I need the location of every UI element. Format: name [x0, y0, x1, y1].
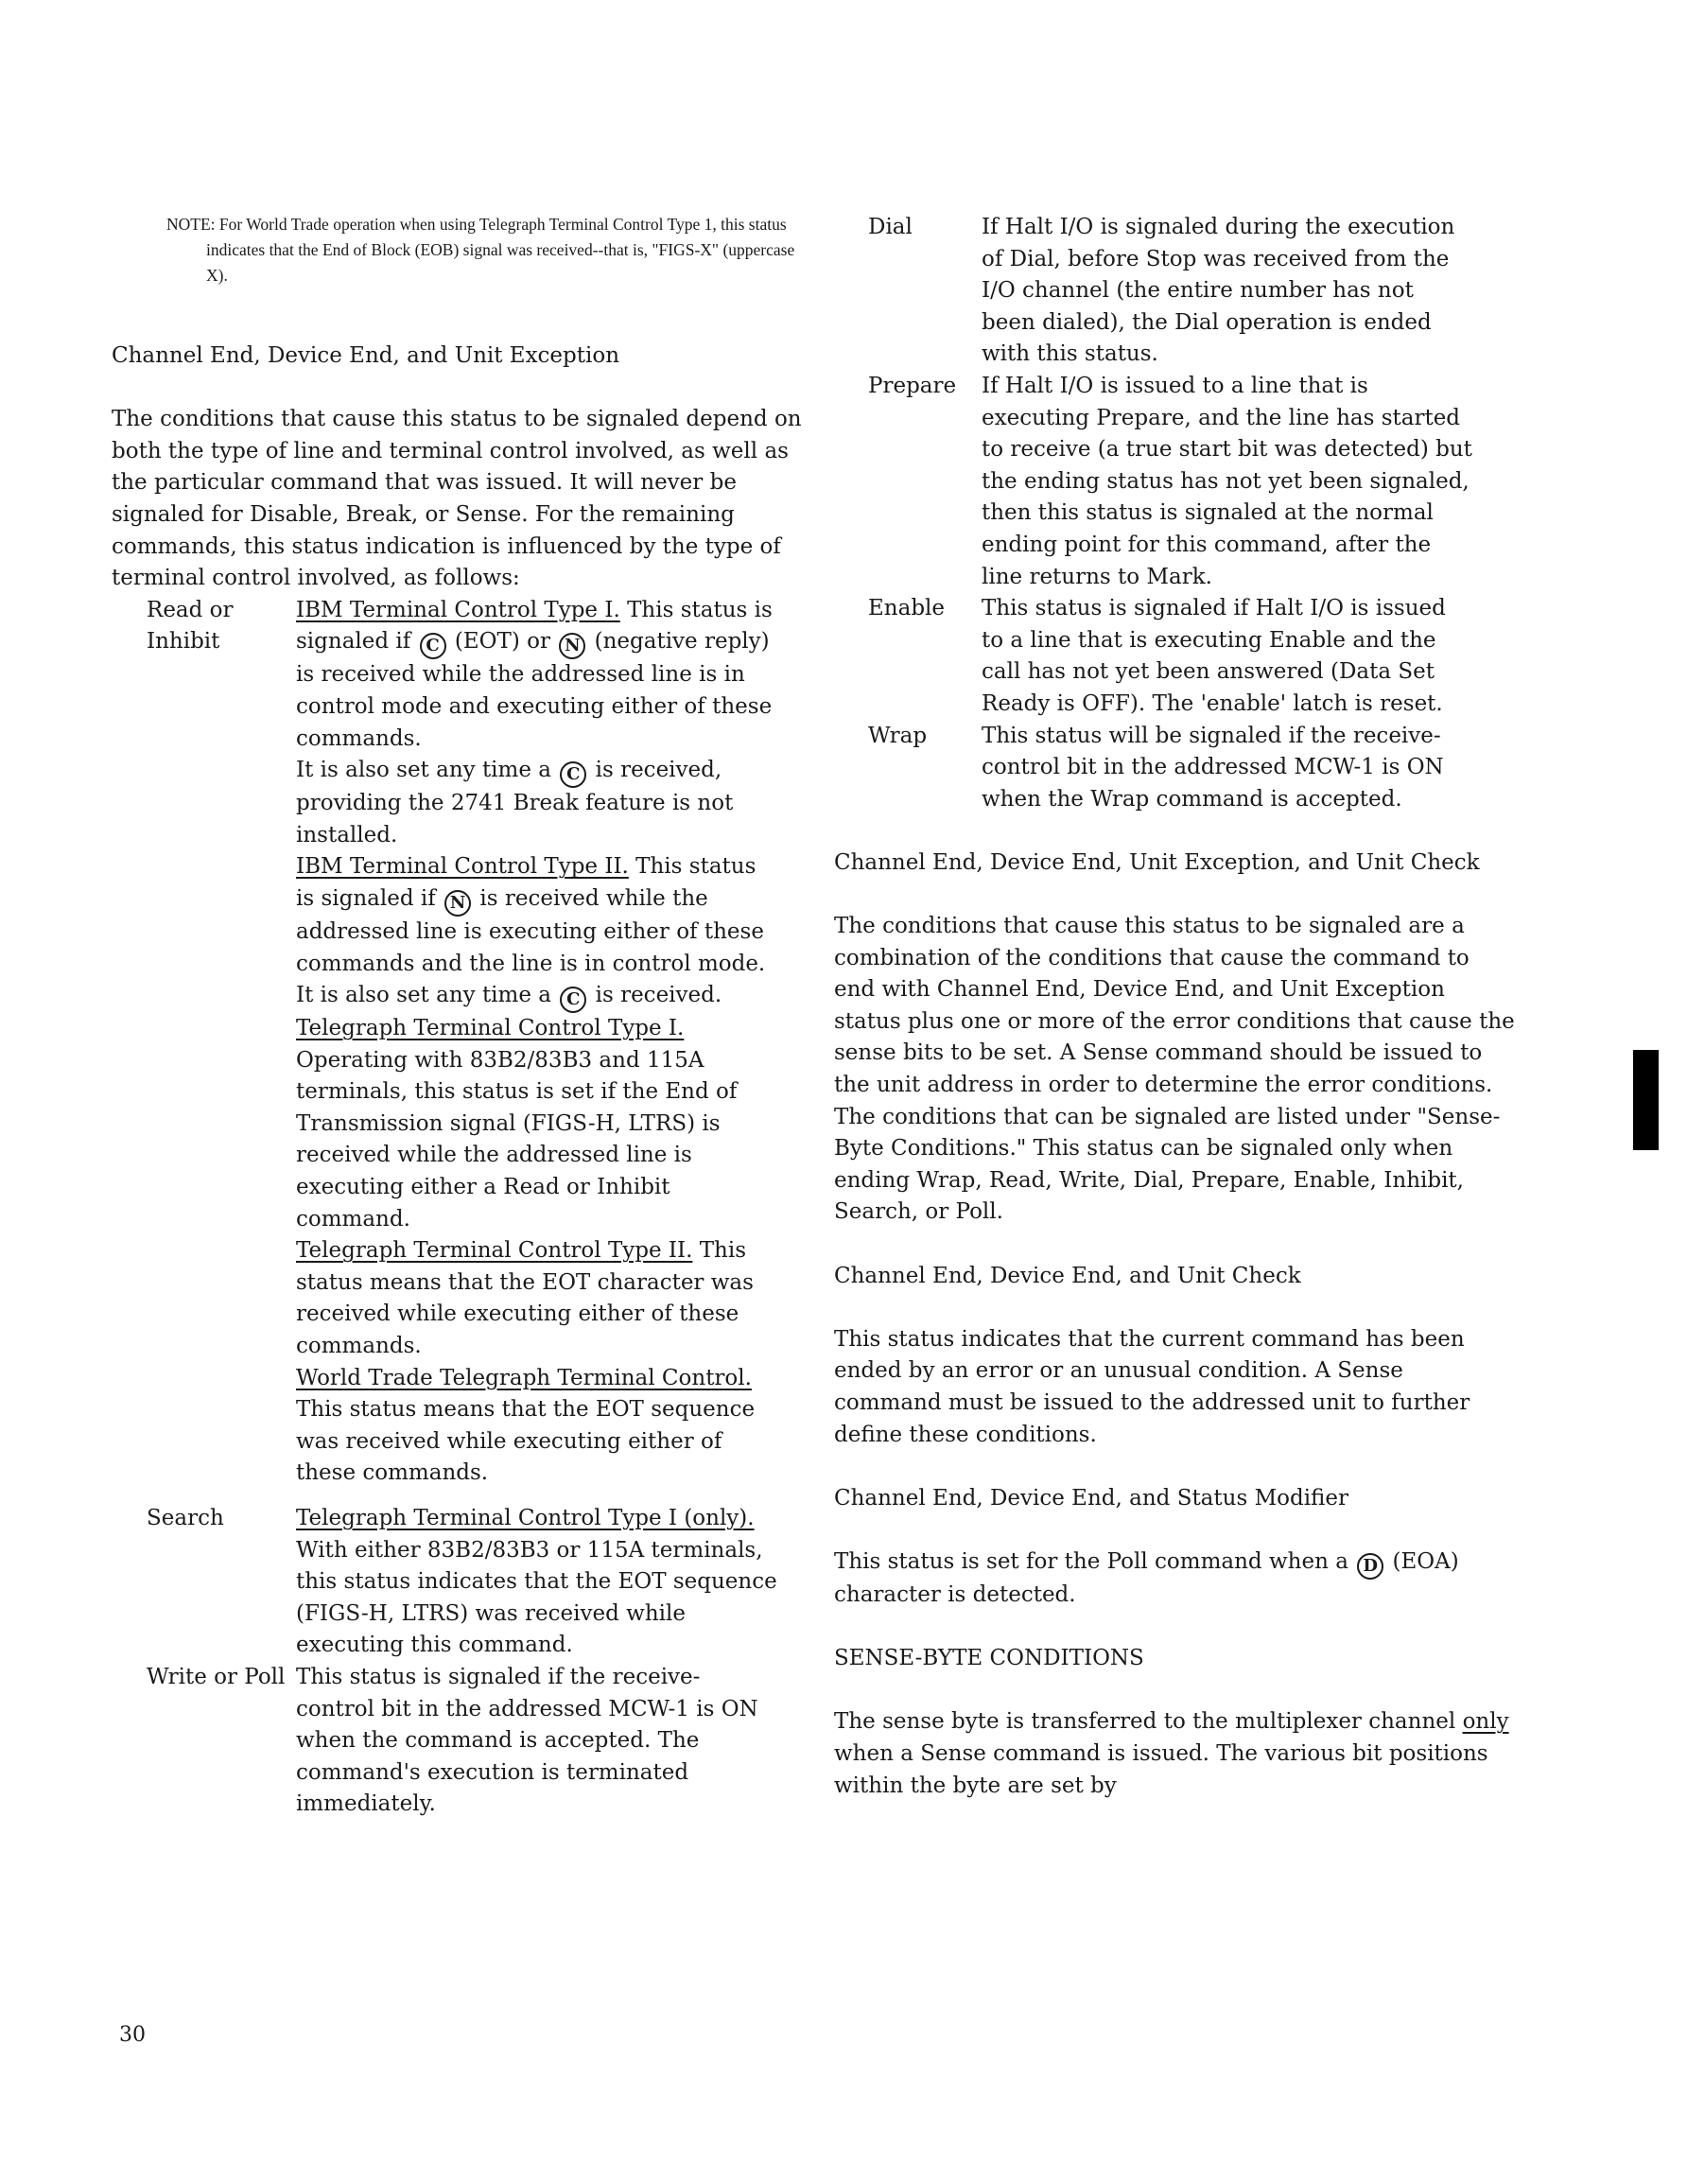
section-paragraph-sense-byte: The sense byte is transferred to the multiplexer channel only when a Sense command is issued. The various bit positions within the byte are set by: [834, 1709, 1509, 1798]
emphasis-only: only: [1462, 1709, 1509, 1735]
circled-n-symbol-icon: N: [559, 633, 585, 659]
term-enable: Enable: [868, 596, 946, 621]
section-heading-ce-de-sm: Channel End, Device End, and Status Modifier: [834, 1485, 1348, 1511]
left-column: [112, 341, 811, 1821]
circled-d-symbol-icon: D: [1357, 1553, 1383, 1580]
entry-title: Telegraph Terminal Control Type II.: [296, 1238, 693, 1264]
term-dial: Dial: [868, 215, 913, 239]
section-paragraph-ce-de-ue: The conditions that cause this status to be signaled depend on both the type of line and terminal control involved, as well as the particular command that was issued. It will never be signaled for Disable, Break, or Sense. For the remaining commands, this status indication is influenced by the type of terminal control involved, as follows:: [112, 407, 802, 591]
section-paragraph-ce-de-sm: This status is set for the Poll command when a D (EOA) character is detected.: [834, 1548, 1459, 1607]
definition-prepare: Prepare If Halt I/O is issued to a line that is executing Prepare, and the line has started to receive (a true start bit was detected) but the ending status has not yet been signaled, then this status is signaled at the normal ending point for this command, after the line returns to Mark.: [834, 371, 1515, 593]
circled-c-symbol-icon: C: [560, 761, 586, 788]
revision-change-bar: [1633, 1050, 1659, 1150]
entry-title: IBM Terminal Control Type I.: [296, 597, 620, 622]
definition-enable: Enable This status is signaled if Halt I/O is issued to a line that is executing Enable and the call has not yet been answered (Data Set Ready is OFF). The 'enable' latch is reset.: [834, 593, 1515, 720]
term-write-or-poll: Write or Poll: [147, 1664, 286, 1689]
section-heading-ce-de-uc: Channel End, Device End, and Unit Check: [834, 1263, 1301, 1288]
entry-title: IBM Terminal Control Type II.: [296, 854, 629, 880]
term-wrap: Wrap: [868, 723, 928, 748]
circled-n-symbol-icon: N: [444, 890, 471, 917]
section-paragraph-ce-de-uc: This status indicates that the current command has been ended by an error or an unusual condition. A Sense command must be issued to the addressed unit to further define these conditions.: [834, 1326, 1470, 1447]
halt-io-definition-list: [834, 212, 1515, 815]
entry-telegraph-tc-type-1: Telegraph Terminal Control Type I. Operating with 83B2/83B3 and 115A terminals, this status is set if the End of Transmission signal (FIGS-H, LTRS) is received while the addressed line is executing either a Read or Inhibit command.: [296, 1016, 738, 1232]
term-read-or-inhibit: Read or Inhibit: [147, 597, 234, 655]
section-heading-ce-de-ue-uc: Channel End, Device End, Unit Exception, and Unit Check: [834, 849, 1480, 875]
definition-wrap: Wrap This status will be signaled if the receive-control bit in the addressed MCW-1 is ON when the Wrap command is accepted.: [834, 721, 1515, 816]
entry-ibm-tc-type-1: IBM Terminal Control Type I. This status is signaled if C (EOT) or N (negative reply) is received while the addressed line is in control mode and executing either of these commands. It is also set any time a C is received, providing the 2741 Break feature is not installed.: [296, 597, 773, 847]
definition-search: Search Telegraph Terminal Control Type I (only). With either 83B2/83B3 or 115A terminals, this status indicates that the EOT sequence (FIGS-H, LTRS) was received while executing this command.: [112, 1503, 811, 1662]
section-heading-sense-byte-conditions: SENSE-BYTE CONDITIONS: [834, 1646, 1144, 1671]
definition-dial: Dial If Halt I/O is signaled during the execution of Dial, before Stop was received from the I/O channel (the entire number has not been dialed), the Dial operation is ended with this status.: [834, 212, 1515, 371]
circled-c-symbol-icon: C: [560, 987, 586, 1013]
world-trade-note: NOTE: For World Trade operation when using Telegraph Terminal Control Type 1, this status indicates that the End of Block (EOB) signal was received--that is, "FIGS-X" (uppercase X).: [166, 215, 795, 285]
entry-telegraph-tc-type-2: Telegraph Terminal Control Type II. This status means that the EOT character was received while executing either of these commands.: [296, 1238, 754, 1359]
page-number: 30: [119, 2023, 146, 2047]
definition-read-inhibit: [112, 595, 811, 1490]
section-paragraph-ce-de-ue-uc: The conditions that cause this status to be signaled are a combination of the conditions that cause the command to end with Channel End, Device End, and Unit Exception status plus one or more of the error conditions that cause the sense bits to be set. A Sense command should be issued to the unit address in order to determine the error conditions. The conditions that can be signaled are listed under "Sense-Byte Conditions." This status can be signaled only when ending Wrap, Read, Write, Dial, Prepare, Enable, Inhibit, Search, or Poll.: [834, 914, 1515, 1225]
right-column: [834, 212, 1515, 1802]
command-definition-list: [112, 595, 811, 1821]
term-prepare: Prepare: [868, 373, 957, 398]
term-search: Search: [147, 1506, 224, 1530]
definition-write-or-poll: Write or Poll This status is signaled if the receive-control bit in the addressed MCW-1 is ON when the command is accepted. The command's execution is terminated immediately.: [112, 1662, 811, 1821]
circled-c-symbol-icon: C: [420, 633, 446, 659]
section-heading-ce-de-ue: Channel End, Device End, and Unit Exception: [112, 343, 620, 368]
entry-title: Telegraph Terminal Control Type I.: [296, 1016, 685, 1041]
entry-ibm-tc-type-2: IBM Terminal Control Type II. This status is signaled if N is received while the addressed line is executing either of these commands and the line is in control mode. It is also set any time a C is received.: [296, 851, 778, 1013]
entry-title: World Trade Telegraph Terminal Control.: [296, 1365, 752, 1390]
entry-title: Telegraph Terminal Control Type I (only).: [296, 1506, 755, 1530]
entry-world-trade-telegraph-tc: World Trade Telegraph Terminal Control. This status means that the EOT sequence was received while executing either of these commands.: [296, 1365, 756, 1486]
